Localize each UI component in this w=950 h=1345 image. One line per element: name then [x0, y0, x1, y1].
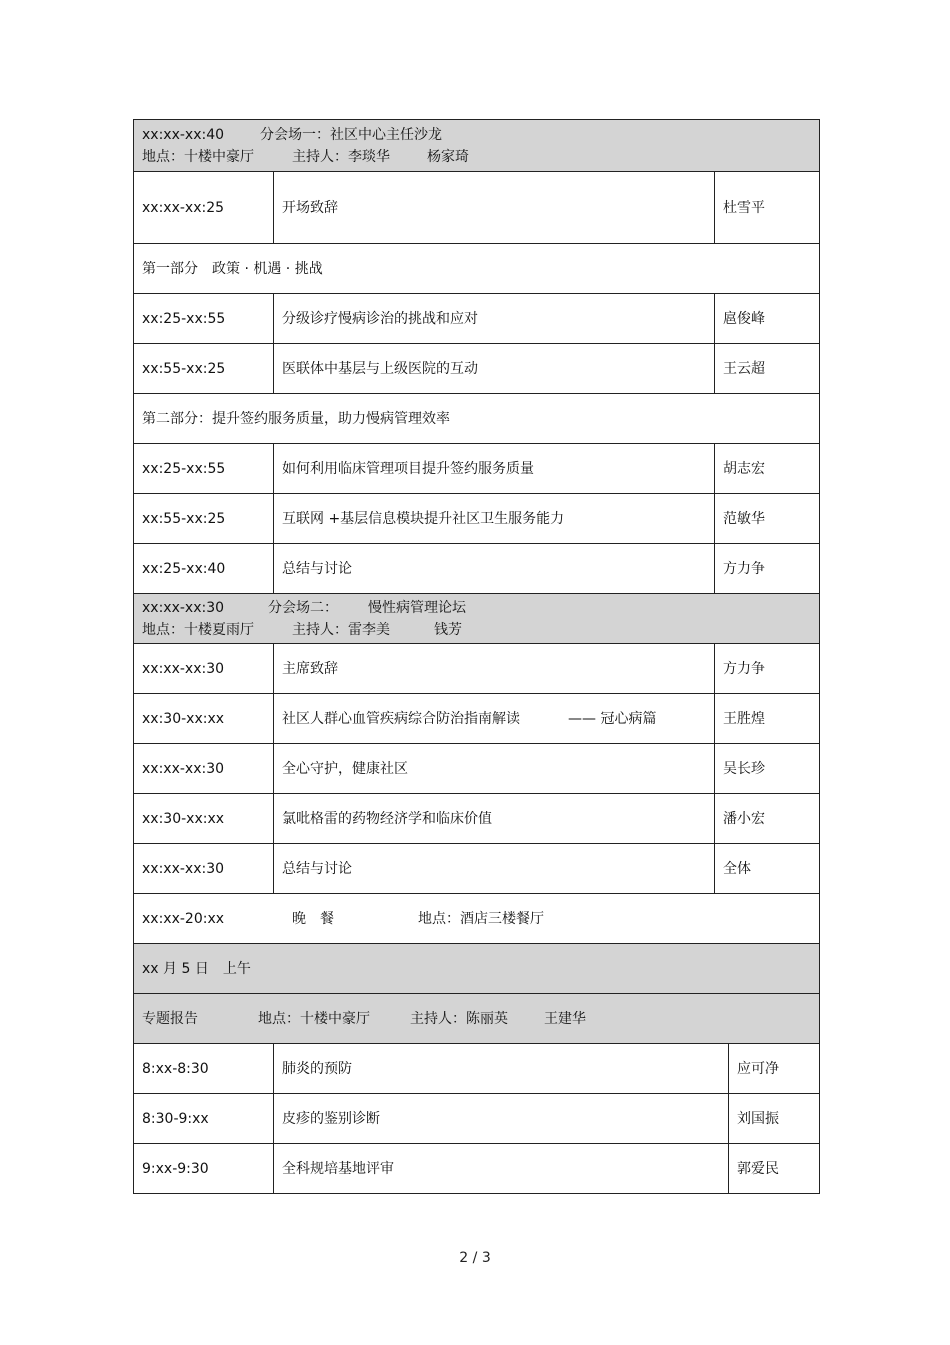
row-topic: 氯吡格雷的药物经济学和临床价值 [274, 794, 715, 844]
row-time: xx:55-xx:25 [134, 494, 274, 544]
part2-title: 第二部分：提升签约服务质量，助力慢病管理效率 [134, 394, 820, 444]
session2-host: 主持人：雷李美 [292, 621, 390, 638]
session1-location: 地点：十楼中豪厅 [142, 148, 254, 165]
table-row [134, 344, 820, 394]
dinner-label: 晚 餐 [292, 910, 334, 927]
row-topic: 互联网 +基层信息模块提升社区卫生服务能力 [274, 494, 715, 544]
row-speaker: 方力争 [715, 544, 820, 594]
row-time: 9:xx-9:30 [134, 1144, 274, 1194]
special-host: 主持人：陈丽英 [410, 1010, 508, 1027]
dinner-row [134, 894, 820, 944]
row-speaker: 刘国振 [729, 1094, 820, 1144]
row-topic: 社区人群心血管疾病综合防治指南解读 [282, 710, 520, 727]
session2-title-a: 分会场二： [268, 599, 338, 616]
table-row [134, 494, 820, 544]
row-time: xx:25-xx:55 [134, 444, 274, 494]
row-time: xx:xx-xx:30 [134, 644, 274, 694]
table-row [134, 544, 820, 594]
row-speaker: 胡志宏 [715, 444, 820, 494]
row-time: xx:55-xx:25 [134, 344, 274, 394]
row-topic: 总结与讨论 [274, 544, 715, 594]
row-topic: 全科规培基地评审 [274, 1144, 729, 1194]
row-speaker: 应可净 [729, 1044, 820, 1094]
row-speaker: 扈俊峰 [715, 294, 820, 344]
row-speaker: 方力争 [715, 644, 820, 694]
row-topic: 主席致辞 [274, 644, 715, 694]
program-table [133, 119, 820, 1044]
day-header [134, 944, 820, 994]
session1-header-cell [134, 120, 820, 172]
day-title: xx 月 5 日 上午 [134, 944, 820, 994]
session2-time: xx:xx-xx:30 [142, 599, 225, 616]
session1-title: 分会场一：社区中心主任沙龙 [260, 126, 442, 143]
table-row [134, 444, 820, 494]
special-host2: 王建华 [544, 1010, 586, 1027]
table-row [134, 694, 820, 744]
part1-row [134, 244, 820, 294]
dinner-cell [134, 894, 820, 944]
row-speaker: 范敏华 [715, 494, 820, 544]
row-time: xx:30-xx:xx [134, 794, 274, 844]
row-time: xx:xx-xx:30 [134, 844, 274, 894]
row-topic: 开场致辞 [274, 172, 715, 244]
row-topic: 皮疹的鉴别诊断 [274, 1094, 729, 1144]
row-topic: 全心守护，健康社区 [274, 744, 715, 794]
row-time: 8:30-9:xx [134, 1094, 274, 1144]
session1-header [134, 120, 820, 172]
row-speaker: 全体 [715, 844, 820, 894]
session1-host2: 杨家琦 [427, 148, 469, 165]
row-speaker: 杜雪平 [715, 172, 820, 244]
row-topic: 总结与讨论 [274, 844, 715, 894]
dinner-time: xx:xx-20:xx [142, 910, 225, 927]
special-location: 地点：十楼中豪厅 [258, 1010, 370, 1027]
row-time: 8:xx-8:30 [134, 1044, 274, 1094]
row-topic: 肺炎的预防 [274, 1044, 729, 1094]
dinner-location: 地点：酒店三楼餐厅 [418, 910, 544, 927]
part2-row [134, 394, 820, 444]
table-row [134, 294, 820, 344]
session2-title-b: 慢性病管理论坛 [368, 599, 466, 616]
page-total: 3 [481, 1250, 491, 1266]
table-row [134, 1094, 820, 1144]
row-topic-cell [274, 694, 715, 744]
session1-time: xx:xx-xx:40 [142, 126, 225, 143]
row-time: xx:xx-xx:30 [134, 744, 274, 794]
special-header [134, 994, 820, 1044]
page-number [0, 1250, 950, 1266]
session1-host: 主持人：李琰华 [292, 148, 390, 165]
special-label: 专题报告 [142, 1010, 198, 1027]
special-cell [134, 994, 820, 1044]
session2-location: 地点：十楼夏雨厅 [142, 621, 254, 638]
row-topic-sub: —— 冠心病篇 [568, 710, 657, 727]
row-speaker: 王云超 [715, 344, 820, 394]
table-row [134, 1044, 820, 1094]
page-separator: / [472, 1250, 478, 1266]
row-speaker: 潘小宏 [715, 794, 820, 844]
row-time: xx:25-xx:40 [134, 544, 274, 594]
row-speaker: 郭爱民 [729, 1144, 820, 1194]
table-row [134, 794, 820, 844]
row-time: xx:25-xx:55 [134, 294, 274, 344]
table-row [134, 744, 820, 794]
row-time: xx:xx-xx:25 [134, 172, 274, 244]
row-speaker: 吴长珍 [715, 744, 820, 794]
table-row [134, 644, 820, 694]
session2-header [134, 594, 820, 644]
row-time: xx:30-xx:xx [134, 694, 274, 744]
row-topic: 分级诊疗慢病诊治的挑战和应对 [274, 294, 715, 344]
row-topic: 医联体中基层与上级医院的互动 [274, 344, 715, 394]
row-topic: 如何利用临床管理项目提升签约服务质量 [274, 444, 715, 494]
program-table-2 [133, 1043, 820, 1194]
table-row [134, 844, 820, 894]
page-current: 2 [459, 1250, 469, 1266]
table-row [134, 1144, 820, 1194]
row-speaker: 王胜煌 [715, 694, 820, 744]
session2-header-cell [134, 594, 820, 644]
table-row [134, 172, 820, 244]
session2-host2: 钱芳 [434, 621, 462, 638]
part1-title: 第一部分 政策 · 机遇 · 挑战 [134, 244, 820, 294]
program-sheet [133, 119, 819, 1194]
